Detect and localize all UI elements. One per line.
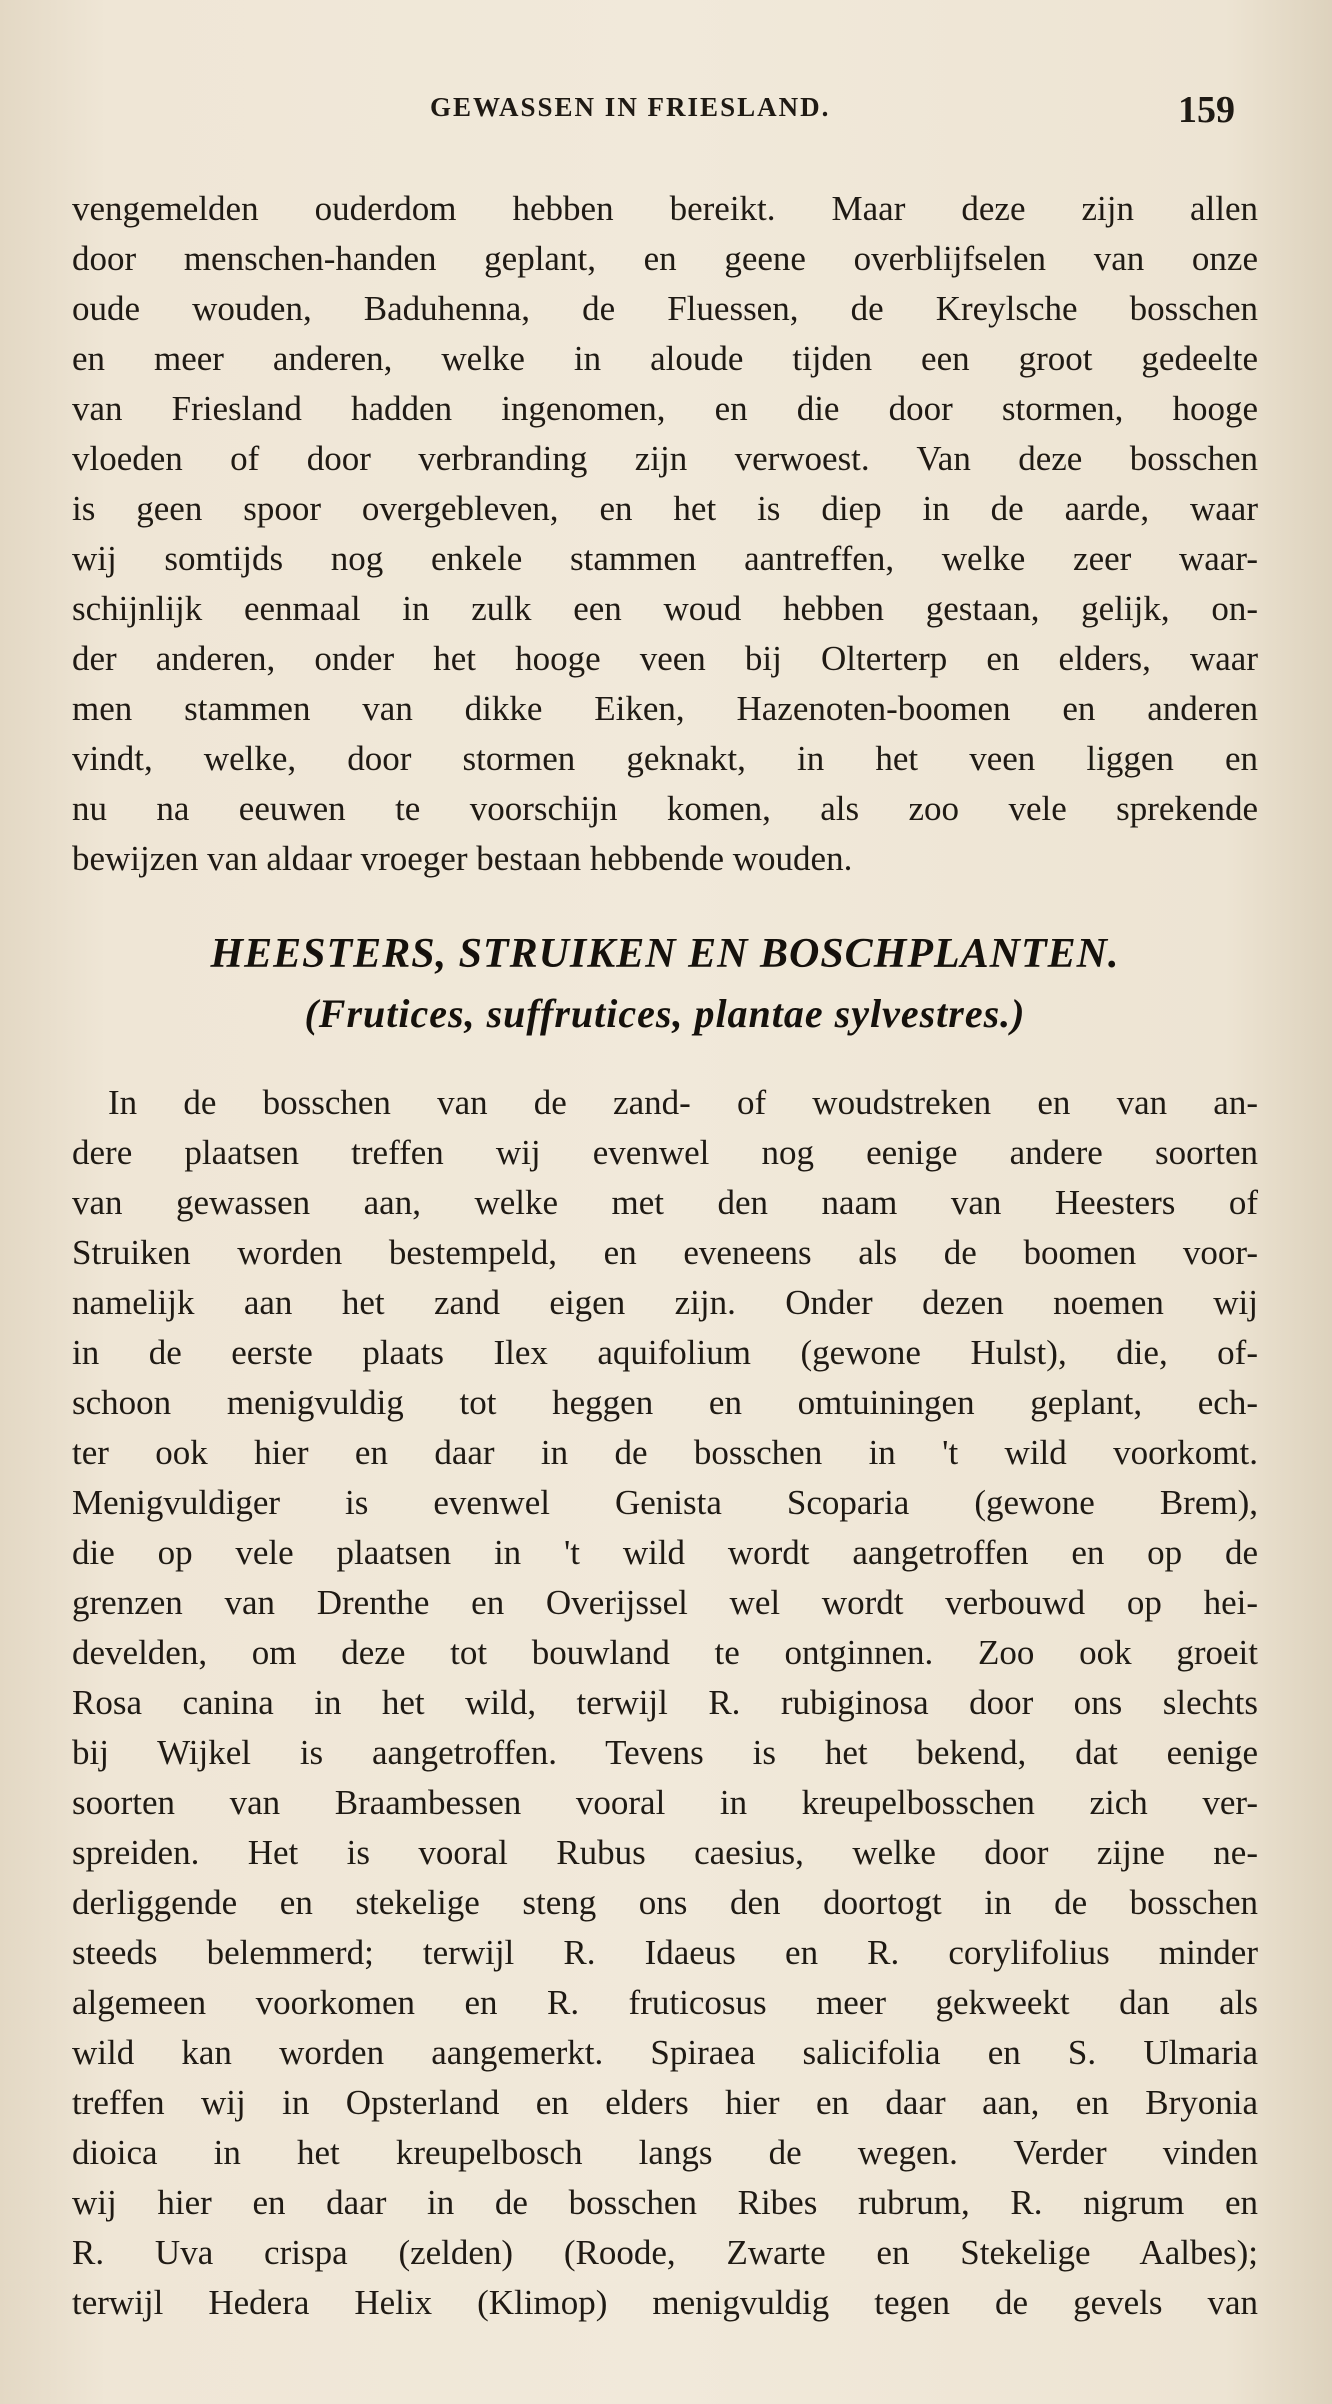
text-line: dioica in het kreupelbosch langs de wegen. Verder vinden <box>72 2133 1258 2172</box>
running-head: GEWASSEN IN FRIESLAND. <box>430 92 831 122</box>
text-line: vengemelden ouderdom hebben bereikt. Maar deze zijn allen <box>72 189 1258 228</box>
text-line: dere plaatsen treffen wij evenwel nog eenige andere soorten <box>72 1133 1258 1172</box>
text-line: algemeen voorkomen en R. fruticosus meer gekweekt dan als <box>72 1983 1258 2022</box>
text-line: van Friesland hadden ingenomen, en die door stormen, hooge <box>72 389 1258 428</box>
text-line: Rosa canina in het wild, terwijl R. rubiginosa door ons slechts <box>72 1683 1258 1722</box>
text-line: bewijzen van aldaar vroeger bestaan hebbende wouden. <box>72 839 853 878</box>
text-line: schijnlijk eenmaal in zulk een woud hebben gestaan, gelijk, on- <box>72 589 1258 628</box>
text-line: wij somtijds nog enkele stammen aantreffen, welke zeer waar- <box>72 539 1258 578</box>
text-line: en meer anderen, welke in aloude tijden een groot gedeelte <box>72 339 1258 378</box>
text-line: develden, om deze tot bouwland te ontginnen. Zoo ook groeit <box>72 1633 1258 1672</box>
text-line: is geen spoor overgebleven, en het is diep in de aarde, waar <box>72 489 1258 528</box>
text-line: van gewassen aan, welke met den naam van Heesters of <box>72 1183 1258 1222</box>
text-line: der anderen, onder het hooge veen bij Olterterp en elders, waar <box>72 639 1258 678</box>
text-line: vloeden of door verbranding zijn verwoest. Van deze bosschen <box>72 439 1258 478</box>
text-line: bij Wijkel is aangetroffen. Tevens is het bekend, dat eenige <box>72 1733 1258 1772</box>
text-line: soorten van Braambessen vooral in kreupelbosschen zich ver- <box>72 1783 1258 1822</box>
text-line: schoon menigvuldig tot heggen en omtuiningen geplant, ech- <box>72 1383 1258 1422</box>
page-number: 159 <box>1178 89 1235 131</box>
text-line: wild kan worden aangemerkt. Spiraea salicifolia en S. Ulmaria <box>72 2033 1258 2072</box>
paragraph-heesters <box>72 1078 1258 2328</box>
text-line: wij hier en daar in de bosschen Ribes rubrum, R. nigrum en <box>72 2183 1258 2222</box>
text-line: in de eerste plaats Ilex aquifolium (gewone Hulst), die, of- <box>72 1333 1258 1372</box>
text-line: ter ook hier en daar in de bosschen in 't wild voorkomt. <box>72 1433 1258 1472</box>
text-line: In de bosschen van de zand- of woudstreken en van an- <box>108 1083 1258 1122</box>
paragraph-continuation <box>72 184 1258 884</box>
text-line: treffen wij in Opsterland en elders hier en daar aan, en Bryonia <box>72 2083 1258 2122</box>
text-line: steeds belemmerd; terwijl R. Idaeus en R. corylifolius minder <box>72 1933 1258 1972</box>
section-subheading: (Frutices, suffrutices, plantae sylvestres.) <box>304 991 1026 1036</box>
text-line: nu na eeuwen te voorschijn komen, als zoo vele sprekende <box>72 789 1258 828</box>
text-line: R. Uva crispa (zelden) (Roode, Zwarte en Stekelige Aalbes); <box>72 2233 1258 2272</box>
section-heading: HEESTERS, STRUIKEN EN BOSCHPLANTEN. <box>210 931 1120 977</box>
text-line: vindt, welke, door stormen geknakt, in het veen liggen en <box>72 739 1258 778</box>
text-line: spreiden. Het is vooral Rubus caesius, welke door zijne ne- <box>72 1833 1258 1872</box>
text-line: die op vele plaatsen in 't wild wordt aangetroffen en op de <box>72 1533 1258 1572</box>
text-line: men stammen van dikke Eiken, Hazenoten-boomen en anderen <box>72 689 1258 728</box>
text-line: terwijl Hedera Helix (Klimop) menigvuldig tegen de gevels van <box>72 2283 1258 2322</box>
text-line: Menigvuldiger is evenwel Genista Scoparia (gewone Brem), <box>72 1483 1258 1522</box>
text-line: namelijk aan het zand eigen zijn. Onder dezen noemen wij <box>72 1283 1258 1322</box>
text-line: grenzen van Drenthe en Overijssel wel wordt verbouwd op hei- <box>72 1583 1258 1622</box>
text-line: door menschen-handen geplant, en geene overblijfselen van onze <box>72 239 1258 278</box>
text-line: derliggende en stekelige steng ons den doortogt in de bosschen <box>72 1883 1258 1922</box>
text-line: Struiken worden bestempeld, en eveneens als de boomen voor- <box>72 1233 1258 1272</box>
text-line: oude wouden, Baduhenna, de Fluessen, de Kreylsche bosschen <box>72 289 1258 328</box>
